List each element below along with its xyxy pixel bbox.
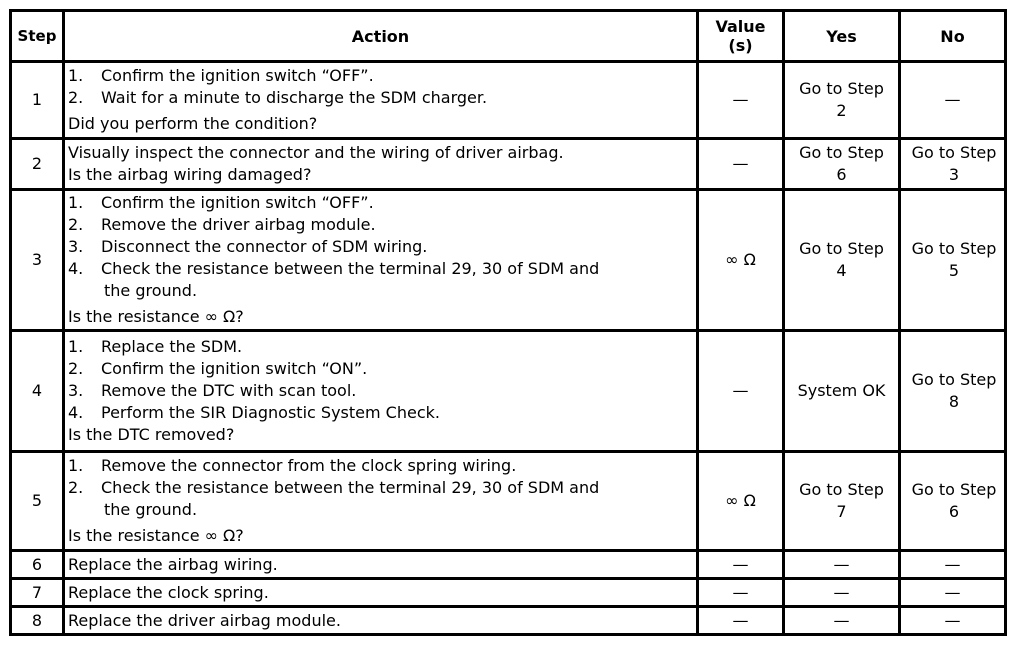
no-cell: — [900, 607, 1006, 635]
table-row [11, 551, 1006, 579]
step-number: 3 [11, 190, 64, 331]
no-cell [900, 190, 1006, 331]
no-cell [900, 331, 1006, 452]
value-cell: — [698, 331, 784, 452]
header-value-label: Value (s) [715, 17, 766, 55]
step-number: 6 [11, 551, 64, 579]
table-row [11, 139, 1006, 190]
yes-cell [784, 62, 900, 139]
action-item-continuation: the ground. [104, 500, 198, 519]
yes-label: Go to Step 2 [799, 79, 884, 120]
no-cell [900, 452, 1006, 551]
action-cell [64, 139, 698, 190]
action-item: 1. Confirm the ignition switch “OFF”. [68, 193, 374, 212]
header-row [11, 11, 1006, 62]
action-item: 3. Disconnect the connector of SDM wiring. [68, 237, 428, 256]
action-item-continuation: the ground. [104, 281, 198, 300]
action-cell [64, 452, 698, 551]
yes-cell [784, 139, 900, 190]
step-number: 4 [11, 331, 64, 452]
action-question: Is the resistance ∞ Ω? [68, 307, 244, 326]
no-cell: — [900, 62, 1006, 139]
table-row [11, 331, 1006, 452]
action-question: Is the resistance ∞ Ω? [68, 526, 244, 545]
action-cell [64, 62, 698, 139]
action-item: 4. Perform the SIR Diagnostic System Check. [68, 403, 440, 422]
value-cell: — [698, 139, 784, 190]
yes-label: Go to Step 4 [799, 239, 884, 280]
action-cell: Replace the airbag wiring. [64, 551, 698, 579]
action-cell [64, 190, 698, 331]
header-value [698, 11, 784, 62]
action-item: 1. Replace the SDM. [68, 337, 243, 356]
action-question: Did you perform the condition? [68, 114, 318, 133]
table-row [11, 62, 1006, 139]
step-number: 2 [11, 139, 64, 190]
yes-cell: — [784, 579, 900, 607]
action-question: Is the DTC removed? [68, 425, 235, 444]
table-row [11, 452, 1006, 551]
yes-cell [784, 190, 900, 331]
action-item: 4. Check the resistance between the terminal 29, 30 of SDM and [68, 259, 600, 278]
action-question: Is the airbag wiring damaged? [68, 165, 312, 184]
action-item: 1. Confirm the ignition switch “OFF”. [68, 66, 374, 85]
diagnostic-table [9, 9, 1007, 636]
value-cell: — [698, 579, 784, 607]
yes-label: Go to Step 7 [799, 480, 884, 521]
action-item: 1. Remove the connector from the clock spring wiring. [68, 456, 517, 475]
yes-cell: System OK [784, 331, 900, 452]
value-cell: ∞ Ω [698, 190, 784, 331]
yes-label: Go to Step 6 [799, 143, 884, 184]
no-label: Go to Step 6 [911, 480, 997, 521]
step-number: 8 [11, 607, 64, 635]
header-yes: Yes [784, 11, 900, 62]
step-number: 7 [11, 579, 64, 607]
action-cell: Replace the clock spring. [64, 579, 698, 607]
header-action: Action [64, 11, 698, 62]
action-item: 2. Remove the driver airbag module. [68, 215, 376, 234]
no-label: Go to Step 3 [911, 143, 997, 184]
value-cell: — [698, 62, 784, 139]
value-cell: — [698, 607, 784, 635]
yes-cell: — [784, 551, 900, 579]
action-cell [64, 331, 698, 452]
action-item: 2. Wait for a minute to discharge the SDM charger. [68, 88, 488, 107]
no-label: Go to Step 5 [911, 239, 997, 280]
yes-cell: — [784, 607, 900, 635]
value-cell: — [698, 551, 784, 579]
table-row [11, 579, 1006, 607]
table-row [11, 607, 1006, 635]
header-step: Step [11, 11, 64, 62]
action-item: 2. Confirm the ignition switch “ON”. [68, 359, 368, 378]
action-item: 3. Remove the DTC with scan tool. [68, 381, 357, 400]
step-number: 1 [11, 62, 64, 139]
value-cell: ∞ Ω [698, 452, 784, 551]
action-cell: Replace the driver airbag module. [64, 607, 698, 635]
no-cell [900, 139, 1006, 190]
yes-cell [784, 452, 900, 551]
step-number: 5 [11, 452, 64, 551]
action-line: Visually inspect the connector and the wiring of driver airbag. [68, 143, 564, 162]
header-no: No [900, 11, 1006, 62]
no-cell: — [900, 551, 1006, 579]
action-item: 2. Check the resistance between the terminal 29, 30 of SDM and [68, 478, 600, 497]
table-row [11, 190, 1006, 331]
no-cell: — [900, 579, 1006, 607]
no-label: Go to Step 8 [911, 370, 997, 411]
